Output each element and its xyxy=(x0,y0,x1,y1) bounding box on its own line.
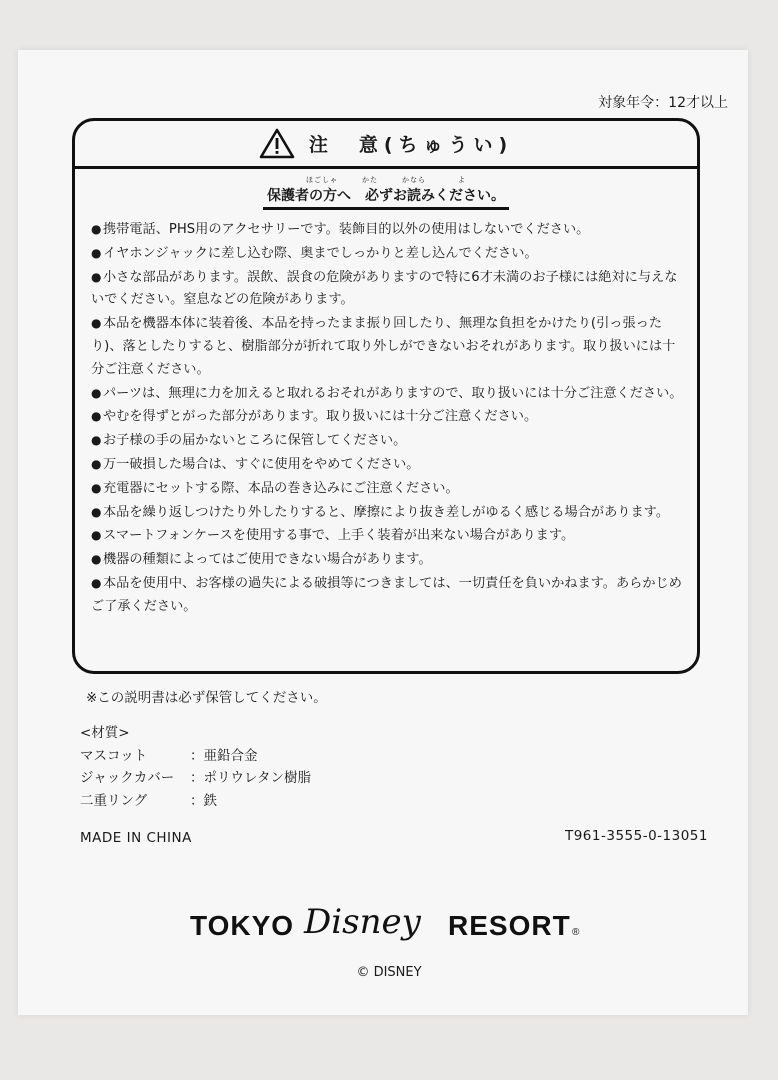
material-part: マスコット xyxy=(80,747,148,764)
material-row xyxy=(80,767,311,790)
material-value: ：ポリウレタン樹脂 xyxy=(190,770,311,786)
list-item: ● 本品を繰り返しつけたり外したりすると、摩擦により抜き差しがゆるく感じる場合があります。 xyxy=(91,504,670,520)
warning-triangle-icon xyxy=(259,128,295,159)
material-row xyxy=(80,790,311,813)
guardian-note xyxy=(75,176,697,210)
list-item: ● イヤホンジャックに差し込む際、奥までしっかりと差し込んでください。 xyxy=(91,245,538,261)
list-item: ● やむを得ずとがった部分があります。取り扱いには十分ご注意ください。 xyxy=(91,409,538,425)
keep-note: ※この説明書は必ず保管してください。 xyxy=(86,690,327,706)
svg-text:TOKYO: TOKYO xyxy=(190,910,295,941)
list-item: ● 充電器にセットする際、本品の巻き込みにご注意ください。 xyxy=(91,480,459,496)
made-in-label: MADE IN CHINA xyxy=(80,830,192,846)
copyright: © DISNEY xyxy=(356,965,422,980)
caution-list xyxy=(91,218,687,619)
list-item: ● お子様の手の届かないところに保管してください。 xyxy=(91,433,407,449)
caution-header xyxy=(75,121,697,169)
material-part: ジャックカバー xyxy=(80,770,175,786)
list-item: ● パーツは、無理に力を加えると取れるおそれがありますので、取り扱いには十分ご注意ください。 xyxy=(91,385,683,401)
svg-text:®: ® xyxy=(572,927,580,938)
caution-title: 注 意(ちゅうい) xyxy=(308,134,514,156)
material-part: 二重リング xyxy=(80,792,148,809)
list-item: ● 万一破損した場合は、すぐに使用をやめてください。 xyxy=(91,456,420,472)
materials-section xyxy=(80,722,311,812)
list-item: ● スマートフォンケースを使用する事で、上手く装着が出来ない場合があります。 xyxy=(91,528,575,544)
list-item: ● 小さな部品があります。誤飲、誤食の危険がありますので特に6才未満のお子様には絶対に与えないでください。窒息などの危険があります。 xyxy=(91,269,678,308)
product-code: T961-3555-0-13051 xyxy=(564,828,708,844)
svg-text:RESORT: RESORT xyxy=(448,910,571,941)
age-label: 対象年令：12才以上 xyxy=(598,95,728,111)
svg-text:Disney: Disney xyxy=(304,902,421,942)
list-item: ● 機器の種類によってはご使用できない場合があります。 xyxy=(91,552,432,568)
material-row xyxy=(80,745,311,768)
list-item: ● 本品を使用中、お客様の過失による破損等につきましては、一切責任を負いかねます。あらかじめご了承ください。 xyxy=(91,575,682,614)
tokyo-disney-resort-logo xyxy=(190,893,585,955)
material-value: ：鉄 xyxy=(190,792,217,809)
list-item: ● 携帯電話、PHS用のアクセサリーです。装飾目的以外の使用はしないでください。 xyxy=(91,222,590,237)
list-item: ● 本品を機器本体に装着後、本品を持ったまま振り回したり、無理な負担をかけたり(引っ張ったり)、落としたりすると、樹脂部分が折れて取り外しができないおそれがあります。取り扱いには十分ご注意ください。 xyxy=(91,316,676,377)
guardian-text: 保護者の方へ 必ずお読みください。 xyxy=(263,185,509,210)
caution-box xyxy=(72,118,700,674)
guardian-ruby: ほごしゃ かた かなら よ xyxy=(306,176,466,184)
materials-heading: <材質> xyxy=(80,725,130,741)
material-value: ：亜鉛合金 xyxy=(190,747,258,764)
